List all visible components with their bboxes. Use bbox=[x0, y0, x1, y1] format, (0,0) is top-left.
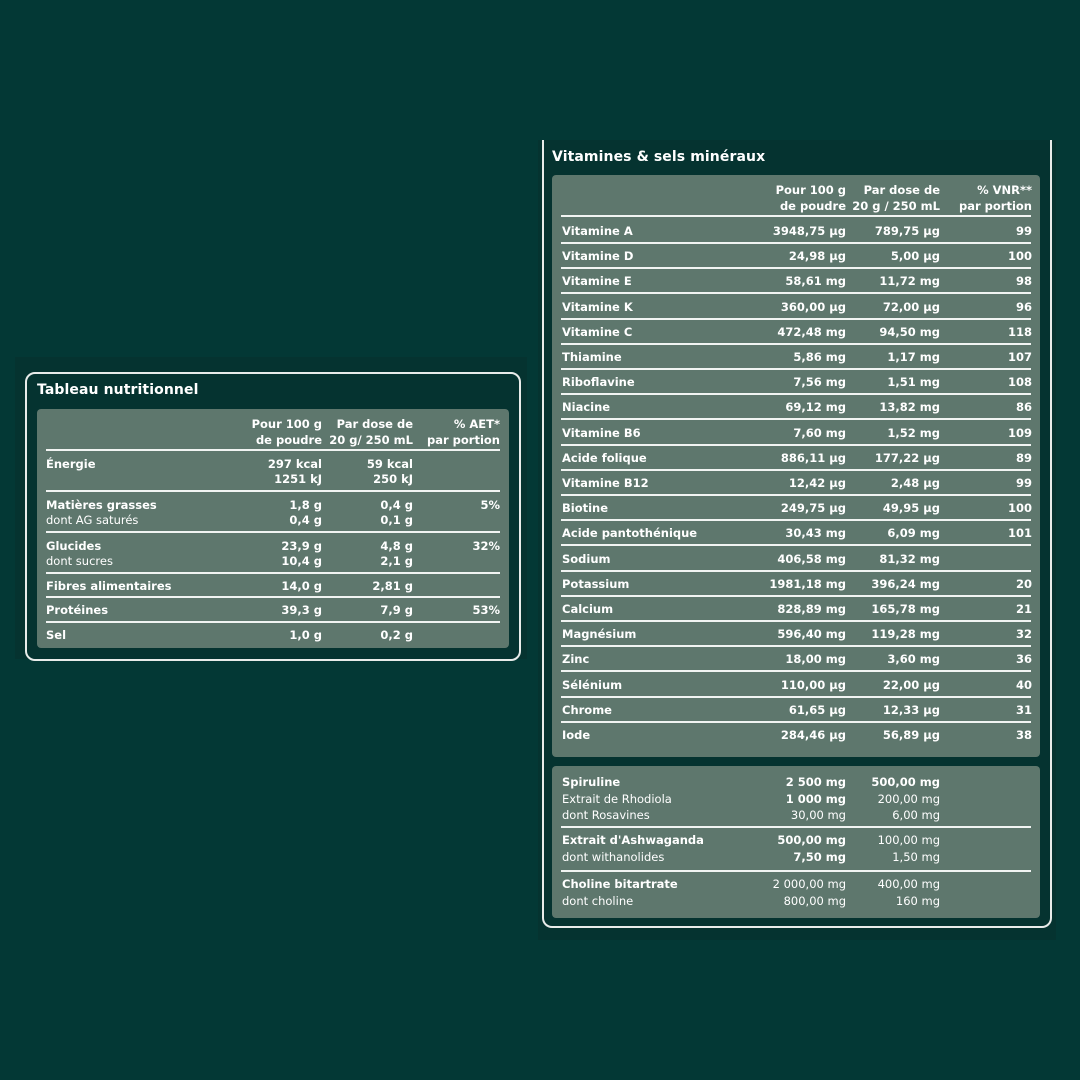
extract-row-per100: 2 500 mg bbox=[785, 775, 846, 789]
nutrition-row-label: Protéines bbox=[46, 603, 109, 617]
extract-row-perdose: 400,00 mg bbox=[877, 877, 940, 891]
vitamins-row-perdose: 165,78 mg bbox=[871, 602, 940, 616]
vitamins-row-perdose: 49,95 µg bbox=[882, 501, 940, 515]
vitamins-row-perdose: 789,75 µg bbox=[874, 224, 940, 238]
vitamins-row-per100: 30,43 mg bbox=[785, 526, 846, 540]
vitamins-row-label: Zinc bbox=[562, 652, 590, 666]
vitamins-row-label: Sodium bbox=[562, 552, 611, 566]
vitamins-row-vnr: 108 bbox=[1007, 375, 1032, 389]
vitamins-row-per100: 472,48 mg bbox=[777, 325, 846, 339]
extract-row-per100: 1 000 mg bbox=[785, 791, 846, 806]
vitamins-row-per100: 12,42 µg bbox=[788, 476, 846, 490]
vitamins-row-label: Iode bbox=[562, 728, 591, 742]
vitamins-row-divider bbox=[561, 620, 1031, 622]
vitamins-row-perdose: 5,00 µg bbox=[890, 249, 940, 263]
vitamins-row-perdose: 13,82 mg bbox=[879, 400, 940, 414]
vitamins-row-per100: 886,11 µg bbox=[780, 451, 846, 465]
nutrition-header-divider bbox=[46, 449, 500, 451]
vitamins-row-perdose: 396,24 mg bbox=[871, 577, 940, 591]
vitamins-row-label: Vitamine K bbox=[562, 300, 633, 314]
extracts-table bbox=[552, 766, 1040, 918]
nutrition-row-divider bbox=[46, 490, 500, 492]
vitamins-row-divider bbox=[561, 494, 1031, 496]
vitamins-row-divider bbox=[561, 444, 1031, 446]
vitamins-column-header: de poudre bbox=[779, 199, 846, 213]
vitamins-row-vnr: 40 bbox=[1015, 678, 1032, 692]
vitamins-row-perdose: 81,32 mg bbox=[879, 552, 940, 566]
vitamins-row-per100: 7,56 mg bbox=[793, 375, 846, 389]
vitamins-row-vnr: 89 bbox=[1015, 451, 1032, 465]
vitamins-row-label: Acide pantothénique bbox=[562, 526, 698, 540]
vitamins-header-divider bbox=[561, 215, 1031, 217]
nutrition-subrow-per100: 0,4 g bbox=[289, 513, 322, 527]
vitamins-row-vnr: 86 bbox=[1015, 400, 1032, 414]
vitamins-row-label: Vitamine D bbox=[562, 249, 634, 263]
vitamins-row-per100: 5,86 mg bbox=[793, 350, 846, 364]
extract-row-label: Choline bitartrate bbox=[562, 877, 678, 891]
nutrition-table bbox=[37, 409, 509, 648]
nutrition-row-per100: 1,8 g bbox=[289, 498, 322, 512]
nutrition-row-aet: 53% bbox=[472, 603, 500, 617]
vitamins-row-label: Niacine bbox=[562, 400, 611, 414]
nutrition-row-label: Sel bbox=[46, 628, 67, 642]
extract-row-label: Spiruline bbox=[562, 775, 621, 789]
nutrition-row-perdose: 4,8 g bbox=[380, 539, 413, 553]
nutrition-subrow-perdose: 0,1 g bbox=[380, 513, 413, 527]
extract-row-perdose: 500,00 mg bbox=[871, 775, 940, 789]
vitamins-row-vnr: 31 bbox=[1015, 703, 1032, 717]
vitamins-row-label: Vitamine A bbox=[562, 224, 633, 238]
nutrition-title: Tableau nutritionnel bbox=[37, 382, 199, 398]
vitamins-column-header: Pour 100 g bbox=[775, 183, 846, 197]
vitamins-row-perdose: 177,22 µg bbox=[874, 451, 940, 465]
vitamins-row-divider bbox=[561, 242, 1031, 244]
vitamins-row-perdose: 119,28 mg bbox=[871, 627, 940, 641]
nutrition-row-label: Glucides bbox=[46, 539, 102, 553]
vitamins-row-per100: 406,58 mg bbox=[777, 552, 846, 566]
nutrition-column-header: par portion bbox=[427, 433, 500, 447]
vitamins-row-divider bbox=[561, 519, 1031, 521]
nutrition-row-divider bbox=[46, 572, 500, 574]
nutrition-column-header: Par dose de bbox=[336, 417, 413, 431]
nutrition-row-per100: 39,3 g bbox=[281, 603, 322, 617]
vitamins-row-perdose: 56,89 µg bbox=[882, 728, 940, 742]
vitamins-row-per100: 596,40 mg bbox=[777, 627, 846, 641]
nutrition-subrow-perdose: 2,1 g bbox=[380, 554, 413, 568]
extract-row-label: dont choline bbox=[562, 893, 634, 908]
vitamins-row-vnr: 107 bbox=[1007, 350, 1032, 364]
vitamins-row-vnr: 109 bbox=[1007, 426, 1032, 440]
vitamins-row-divider bbox=[561, 696, 1031, 698]
vitamins-row-perdose: 22,00 µg bbox=[882, 678, 940, 692]
vitamins-row-per100: 360,00 µg bbox=[780, 300, 846, 314]
vitamins-row-vnr: 36 bbox=[1015, 652, 1032, 666]
vitamins-row-label: Vitamine B6 bbox=[562, 426, 641, 440]
vitamins-row-per100: 284,46 µg bbox=[780, 728, 846, 742]
vitamins-row-per100: 18,00 mg bbox=[785, 652, 846, 666]
extract-row-per100: 7,50 mg bbox=[793, 849, 846, 864]
nutrition-row-divider bbox=[46, 531, 500, 533]
vitamins-row-per100: 7,60 mg bbox=[793, 426, 846, 440]
extract-row-label: Extrait d'Ashwaganda bbox=[562, 833, 704, 847]
extract-row-perdose: 160 mg bbox=[895, 893, 940, 908]
extract-row-label: dont Rosavines bbox=[562, 808, 650, 822]
vitamins-row-divider bbox=[561, 292, 1031, 294]
nutrition-row-divider bbox=[46, 596, 500, 598]
nutrition-row-perdose: 59 kcal bbox=[366, 457, 413, 471]
vitamins-row-divider bbox=[561, 570, 1031, 572]
nutrition-row-perdose: 0,4 g bbox=[380, 498, 413, 512]
nutrition-row-perdose: 0,2 g bbox=[380, 628, 413, 642]
vitamins-column-header: par portion bbox=[959, 199, 1032, 213]
vitamins-row-per100: 58,61 mg bbox=[785, 274, 846, 288]
vitamins-row-per100: 3948,75 µg bbox=[772, 224, 846, 238]
vitamins-row-vnr: 21 bbox=[1015, 602, 1032, 616]
vitamins-row-label: Acide folique bbox=[562, 451, 647, 465]
vitamins-column-header: 20 g / 250 mL bbox=[852, 199, 940, 213]
vitamins-row-label: Thiamine bbox=[562, 350, 622, 364]
vitamins-row-divider bbox=[561, 267, 1031, 269]
vitamins-row-divider bbox=[561, 318, 1031, 320]
vitamins-row-perdose: 2,48 µg bbox=[890, 476, 940, 490]
vitamins-row-divider bbox=[561, 418, 1031, 420]
vitamins-row-perdose: 12,33 µg bbox=[882, 703, 940, 717]
vitamins-row-perdose: 94,50 mg bbox=[879, 325, 940, 339]
vitamins-title: Vitamines & sels minéraux bbox=[552, 149, 766, 165]
vitamins-row-per100: 249,75 µg bbox=[780, 501, 846, 515]
extract-group-divider bbox=[561, 826, 1031, 828]
nutrition-row-per100: 14,0 g bbox=[281, 579, 322, 593]
vitamins-row-label: Chrome bbox=[562, 703, 612, 717]
nutrition-row-perdose: 2,81 g bbox=[372, 579, 413, 593]
extract-row-perdose: 1,50 mg bbox=[892, 849, 940, 864]
nutrition-row-label: Énergie bbox=[46, 457, 96, 471]
extract-row-per100: 30,00 mg bbox=[790, 808, 846, 822]
extract-row-per100: 2 000,00 mg bbox=[772, 877, 846, 891]
vitamins-column-header: Par dose de bbox=[863, 183, 940, 197]
vitamins-row-perdose: 1,51 mg bbox=[887, 375, 940, 389]
extract-row-perdose: 6,00 mg bbox=[892, 808, 940, 822]
nutrition-column-header: de poudre bbox=[255, 433, 322, 447]
extract-row-label: Extrait de Rhodiola bbox=[562, 791, 672, 806]
nutrition-subrow-per100: 1251 kJ bbox=[274, 472, 322, 486]
vitamins-row-vnr: 38 bbox=[1015, 728, 1032, 742]
vitamins-row-label: Potassium bbox=[562, 577, 630, 591]
vitamins-row-per100: 1981,18 mg bbox=[769, 577, 846, 591]
vitamins-row-perdose: 3,60 mg bbox=[887, 652, 940, 666]
nutrition-row-divider bbox=[46, 621, 500, 623]
vitamins-row-per100: 61,65 µg bbox=[788, 703, 846, 717]
vitamins-row-vnr: 99 bbox=[1015, 224, 1032, 238]
extract-row-per100: 500,00 mg bbox=[777, 833, 846, 847]
vitamins-row-perdose: 1,17 mg bbox=[887, 350, 940, 364]
vitamins-row-vnr: 98 bbox=[1015, 274, 1032, 288]
vitamins-row-per100: 24,98 µg bbox=[788, 249, 846, 263]
nutrition-row-label: Matières grasses bbox=[46, 498, 157, 512]
vitamins-row-vnr: 99 bbox=[1015, 476, 1032, 490]
vitamins-row-divider bbox=[561, 343, 1031, 345]
vitamins-row-per100: 110,00 µg bbox=[780, 678, 846, 692]
nutrition-row-per100: 297 kcal bbox=[267, 457, 322, 471]
vitamins-row-label: Biotine bbox=[562, 501, 609, 515]
nutrition-row-perdose: 7,9 g bbox=[380, 603, 413, 617]
vitamins-row-divider bbox=[561, 544, 1031, 546]
vitamins-row-vnr: 101 bbox=[1007, 526, 1032, 540]
nutrition-subrow-perdose: 250 kJ bbox=[373, 472, 413, 486]
vitamins-row-vnr: 118 bbox=[1007, 325, 1032, 339]
vitamins-row-divider bbox=[561, 645, 1031, 647]
vitamins-row-label: Vitamine B12 bbox=[562, 476, 649, 490]
nutrition-row-label: Fibres alimentaires bbox=[46, 579, 172, 593]
vitamins-row-per100: 828,89 mg bbox=[777, 602, 846, 616]
vitamins-row-divider bbox=[561, 670, 1031, 672]
extract-group-divider bbox=[561, 870, 1031, 872]
vitamins-row-divider bbox=[561, 721, 1031, 723]
vitamins-row-label: Vitamine E bbox=[562, 274, 632, 288]
vitamins-row-vnr: 32 bbox=[1015, 627, 1032, 641]
extract-row-perdose: 200,00 mg bbox=[877, 791, 940, 806]
nutrition-subrow-label: dont sucres bbox=[46, 554, 113, 568]
nutrition-column-header: 20 g/ 250 mL bbox=[329, 433, 413, 447]
nutrition-row-per100: 1,0 g bbox=[289, 628, 322, 642]
nutrition-column-header: Pour 100 g bbox=[251, 417, 322, 431]
vitamins-row-divider bbox=[561, 368, 1031, 370]
vitamins-row-perdose: 6,09 mg bbox=[887, 526, 940, 540]
vitamins-row-vnr: 100 bbox=[1007, 501, 1032, 515]
vitamins-row-divider bbox=[561, 393, 1031, 395]
extract-row-label: dont withanolides bbox=[562, 849, 665, 864]
vitamins-row-vnr: 20 bbox=[1015, 577, 1032, 591]
vitamins-row-vnr: 96 bbox=[1015, 300, 1032, 314]
extract-row-per100: 800,00 mg bbox=[783, 893, 846, 908]
vitamins-row-label: Vitamine C bbox=[562, 325, 633, 339]
vitamins-row-per100: 69,12 mg bbox=[785, 400, 846, 414]
vitamins-table bbox=[552, 175, 1040, 757]
nutrition-row-aet: 32% bbox=[472, 539, 500, 553]
nutrition-subrow-label: dont AG saturés bbox=[46, 513, 139, 527]
vitamins-row-perdose: 72,00 µg bbox=[882, 300, 940, 314]
vitamins-row-label: Sélénium bbox=[562, 678, 623, 692]
nutrition-row-per100: 23,9 g bbox=[281, 539, 322, 553]
vitamins-row-vnr: 100 bbox=[1007, 249, 1032, 263]
vitamins-row-perdose: 1,52 mg bbox=[887, 426, 940, 440]
vitamins-row-label: Riboflavine bbox=[562, 375, 635, 389]
vitamins-row-divider bbox=[561, 469, 1031, 471]
nutrition-subrow-per100: 10,4 g bbox=[281, 554, 322, 568]
nutrition-row-aet: 5% bbox=[480, 498, 500, 512]
vitamins-column-header: % VNR** bbox=[977, 183, 1032, 197]
vitamins-row-divider bbox=[561, 595, 1031, 597]
extract-row-perdose: 100,00 mg bbox=[877, 833, 940, 847]
vitamins-row-label: Magnésium bbox=[562, 627, 637, 641]
vitamins-row-perdose: 11,72 mg bbox=[879, 274, 940, 288]
vitamins-row-label: Calcium bbox=[562, 602, 614, 616]
nutrition-column-header: % AET* bbox=[453, 417, 500, 431]
